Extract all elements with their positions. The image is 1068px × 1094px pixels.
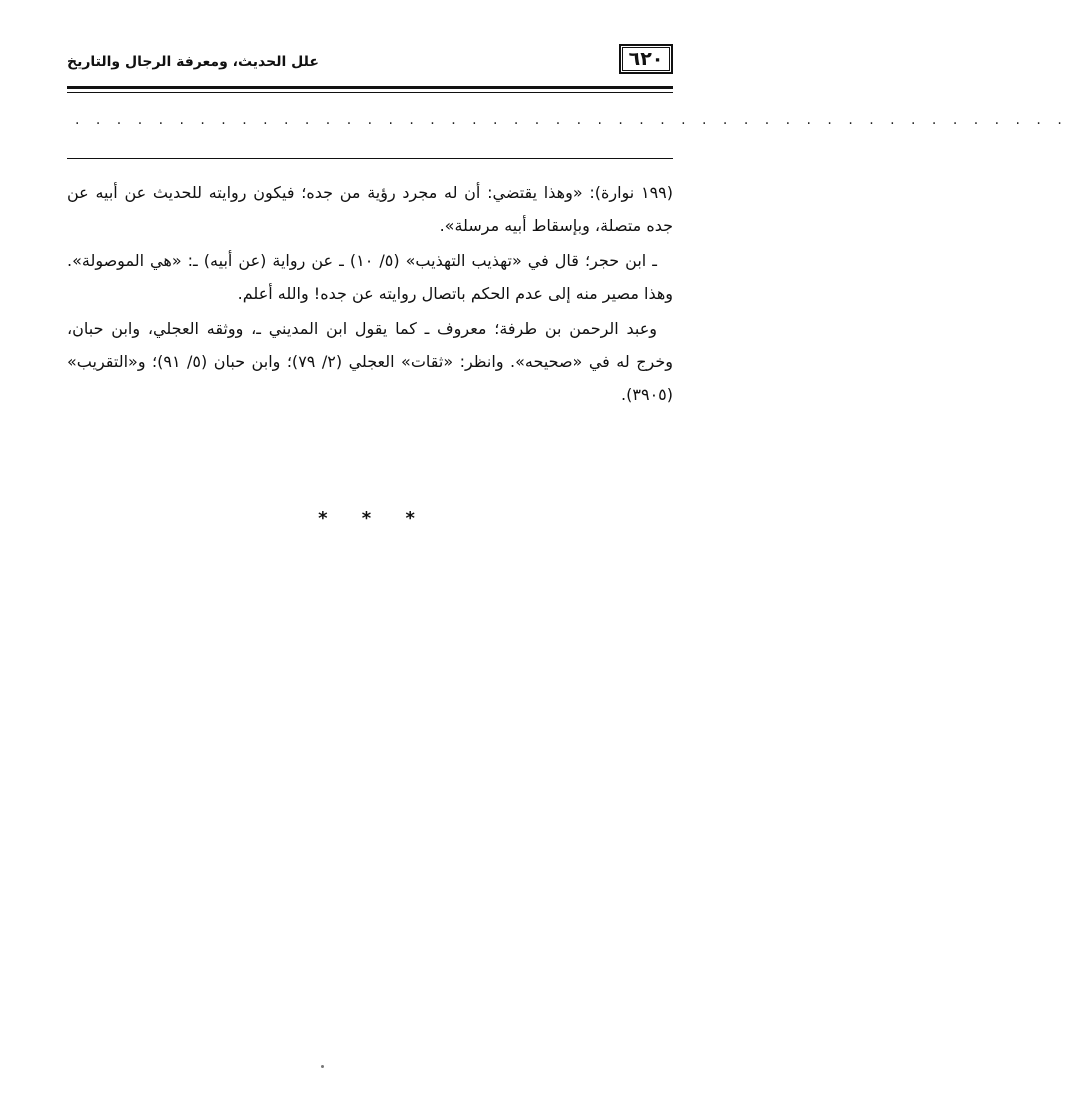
header-rule-thick (67, 86, 673, 89)
note-paragraph-2: ـ ابن حجر؛ قال في «تهذيب التهذيب» (٥/ ١٠) ـ عن رواية (عن أبيه) ـ: «هي الموصولة». وهذا مصير منه إلى عدم الحكم باتصال روايته عن جده! والله أعلم. (67, 251, 673, 303)
footnotes-body (67, 176, 673, 413)
running-title: علل الحديث، ومعرفة الرجال والتاريخ (67, 54, 319, 70)
ellipsis-line: . . . . . . . . . . . . . . . . . . . . . . . . . . . . . . . . . . . . . . . . . . . . . . . . (75, 112, 1068, 128)
note-paragraph-3: وعبد الرحمن بن طرفة؛ معروف ـ كما يقول ابن المديني ـ، ووثقه العجلي، وابن حبان، وخرج له في «صحيحه». وانظر: «ثقات» العجلي (٢/ ٧٩)؛ وابن حبان (٥/ ٩١)؛ و«التقريب» (٣٩٠٥). (67, 319, 674, 404)
star-1: * (318, 508, 328, 529)
note-paragraph-1: (١٩٩ نوارة): «وهذا يقتضي: أن له مجرد رؤية من جده؛ فيكون روايته للحديث عن أبيه عن جده متصلة، وبإسقاط أبيه مرسلة». (67, 183, 673, 235)
scan-speck (321, 1065, 324, 1068)
section-separator-stars (0, 508, 733, 529)
footnote-separator (67, 158, 673, 159)
star-2: * (361, 508, 372, 529)
header-rule-thin (67, 92, 673, 93)
star-3: * (405, 508, 415, 529)
page-header (67, 40, 673, 80)
page-number: ٦٢٠ (619, 44, 673, 74)
